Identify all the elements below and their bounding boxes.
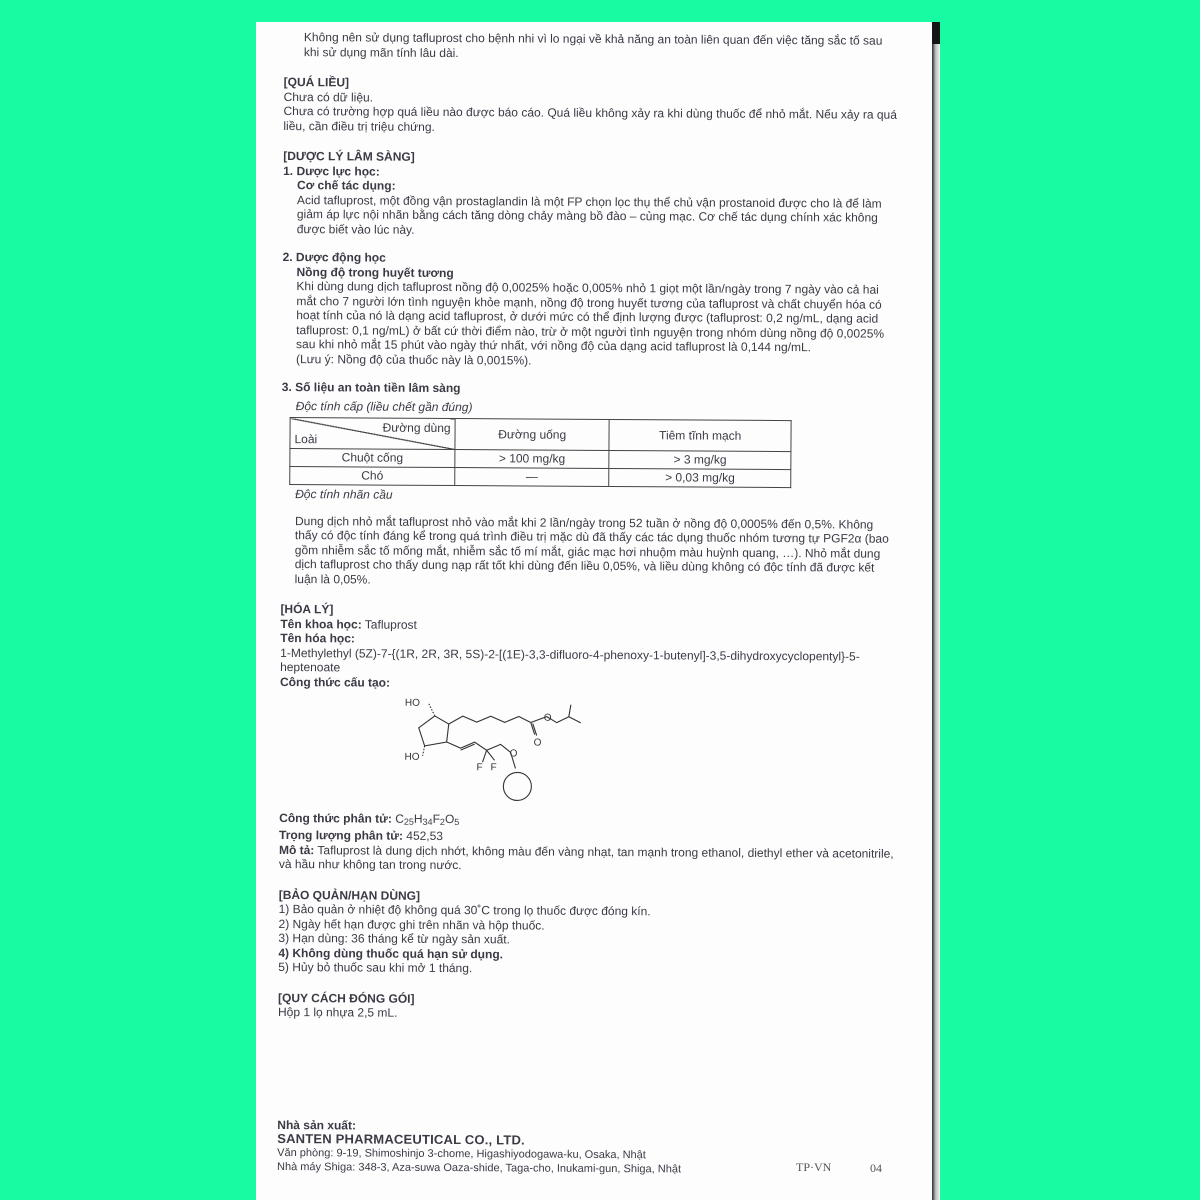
list-item: 5) Hủy bỏ thuốc sau khi mở 1 tháng. [278,959,473,976]
overdose-text-2: Chưa có trường hợp quá liều nào được báo cáo. Quá liều không xảy ra khi dùng thuốc để nhỏ mắt. Nếu xảy ra quá liều, cần điều trị triệu chứng. [283,103,897,134]
formula-f-count: 2 [439,816,445,827]
molecular-weight-label: Trọng lượng phân tử: [279,827,404,843]
ocular-toxicity-text: Dung dịch nhỏ mắt tafluprost nhỏ vào mắt khi 2 lần/ngày trong 52 tuần ở nồng độ 0,0005% đến 0,5%. Không thấy có độc tính đáng kể trong quá trình điều trị mặc dù đã thấy các tác dụng thuốc nhóm tương tự PGF2α (bao gồm nhiễm sắc tố mống mắt, nhiễm sắc tố mí mắt, giác mạc hơi nhuộm màu huỳnh quang, …). Nhỏ mắt dung dịch tafluprost cho thấy dung nạp rất tốt khi dùng đến liều 0,05%, và liều dùng không có độc tính đã được kết luận là 0,05%. [294,513,889,587]
formula-c: C [395,811,404,826]
mechanism-text: Acid tafluprost, một đồng vận prostaglandin là một FP chọn lọc thụ thể chủ vận prostanoid được cho là để làm giảm áp lực nội nhãn bằng cách tăng dòng chảy màng bồ đào – củng mạc. Cơ chế tác dụng chính xác không được biết vào lúc này. [296,192,882,237]
manufacturer-name: SANTEN PHARMACEUTICAL CO., LTD. [277,1130,525,1147]
intro-text [284,30,899,63]
plasma-text: Khi dùng dung dịch tafluprost nồng độ 0,0025% hoặc 0,005% nhỏ 1 giọt một lần/ngày trong 7 ngày vào cả hai mắt cho 7 người lớn tình nguyện khỏe mạnh, nồng độ trong huyết tương của tafluprost và chất chuyển hóa có hoạt tính của nó là dạng acid tafluprost, ở dưới mức có thể định lượng được (tafluprost: 0,2 ng/mL, dạng acid tafluprost: 0,1 ng/mL) ở bất cứ thời điểm nào, trừ ở một người tình nguyện trong nhóm dùng nồng độ 0,0025% sau khi nhỏ mắt 15 phút vào ngày thứ nhất, với nồng độ của dạng acid tafluprost là 0,144 ng/mL. [296,279,885,355]
pharmacodynamics-title: 1. Dược lực học: [283,163,380,179]
fluorine-label-2: F [490,762,497,774]
storage-heading: [BẢO QUẢN/HẠN DÙNG] [278,887,421,903]
chemistry-section [279,602,896,875]
formula-f: F [432,811,440,826]
description-label: Mô tả: [278,842,315,857]
iv-cell: > 0,03 mg/kg [609,468,791,487]
acute-toxicity-subtitle: Độc tính cấp (liều chết gần đúng) [295,398,473,414]
table-corner-cell [290,418,455,450]
pharmacology-section [281,149,899,590]
structure-label: Công thức cấu tạo: [279,674,391,690]
pharmacology-heading: [DƯỢC LÝ LÂM SÀNG] [283,148,415,164]
list-item: 2) Ngày hết hạn được ghi trên nhãn và hộp thuốc. [278,916,545,933]
description [279,842,894,875]
formula-h-count: 34 [422,816,433,827]
plasma-subtitle: Nồng độ trong huyết tương [296,264,454,280]
manufacturer-label: Nhà sản xuất: [277,1117,357,1132]
formula-h: H [413,811,423,826]
formula-c-count: 25 [403,816,414,827]
ester-oxygen-label: O [543,712,552,724]
packaging-section [278,990,893,1023]
overdose-section [283,75,898,137]
carbonyl-oxygen-label: O [533,737,542,749]
intro-line-2: khi sử dụng mãn tính lâu dài. [303,44,459,60]
plasma-note: (Lưu ý: Nồng độ của thuốc này là 0,0015%). [295,351,532,368]
list-item: 3) Hạn dùng: 36 tháng kể từ ngày sản xuất. [278,930,511,947]
description-value: Tafluprost là dung dịch nhớt, không màu đến vàng nhạt, tan mạnh trong ethanol, diethyl ether và acetonitrile, và hầu như không tan trong nước. [278,842,894,873]
list-item: 1) Bảo quản ở nhiệt độ không quá 30˚C trong lọ thuốc được đóng kín. [278,901,651,919]
scientific-name-label: Tên khoa học: [280,616,362,631]
overdose-text-1: Chưa có dữ liệu. [283,89,374,105]
packaging-heading: [QUY CÁCH ĐÓNG GÓI] [278,990,415,1006]
route-header: Đường dùng [382,420,451,436]
molecular-formula-label: Công thức phân tử: [279,810,392,826]
toxicity-table [289,417,791,488]
oral-header: Đường uống [455,419,610,451]
table-row [290,467,791,488]
structural-formula-diagram [404,694,605,803]
intro-line-1: Không nên sử dụng tafluprost cho bệnh nhi vì lo ngại về khả năng an toàn liên quan đến việc tăng sắc tố sau [303,30,883,48]
hydroxyl-bottom-label: HO [404,751,420,763]
formula-o-count: 5 [454,816,460,827]
preclinical-title: 3. Số liệu an toàn tiền lâm sàng [281,379,461,396]
document-code: TP·VN [796,1160,832,1174]
overdose-heading: [QUÁ LIỀU] [283,74,350,90]
fluorine-label-1: F [476,762,483,774]
phenoxy-oxygen-label: O [509,748,518,760]
office-address: Văn phòng: 9-19, Shimoshinjo 3-chome, Higashiyodogawa-ku, Osaka, Nhật [277,1146,646,1161]
iv-cell: > 3 mg/kg [609,450,791,469]
scientific-name-value: Tafluprost [361,616,417,632]
species-header: Loài [294,431,318,446]
factory-address: Nhà máy Shiga: 348-3, Aza-suwa Oaza-shide, Taga-cho, Inukami-gun, Shiga, Nhật [277,1160,682,1175]
chemistry-heading: [HÓA LÝ] [280,601,334,617]
pharmacokinetics-title: 2. Dược động học [282,249,386,265]
packaging-text: Hộp 1 lọ nhựa 2,5 mL. [277,1004,398,1020]
formula-o: O [444,811,455,826]
table-header-row [290,418,791,452]
species-cell: Chuột cống [290,449,455,468]
page-edge-shadow [932,22,940,1200]
chemical-name-value: 1-Methylethyl (5Z)-7-{(1R, 2R, 3R, 5S)-2-[(1E)-3,3-difluoro-4-phenoxy-1-butenyl]-3,5-dihydroxycyclopentyl}-5-heptenoate [280,645,860,675]
iv-header: Tiêm tĩnh mạch [609,419,791,451]
molecular-weight-value: 452,53 [402,828,444,843]
leaflet-content [277,30,899,1177]
hydroxyl-top-label: HO [404,697,420,709]
storage-section [278,887,894,978]
species-cell: Chó [290,467,455,486]
mechanism-subtitle: Cơ chế tác dụng: [297,178,396,193]
oral-cell: — [455,468,609,487]
oral-cell: > 100 mg/kg [455,450,609,469]
page-number: 04 [870,1161,882,1175]
list-item: 4) Không dùng thuốc quá hạn sử dụng. [278,945,504,961]
chemical-name-label: Tên hóa học: [280,630,355,646]
ocular-toxicity-subtitle: Độc tính nhãn cầu [295,487,393,502]
